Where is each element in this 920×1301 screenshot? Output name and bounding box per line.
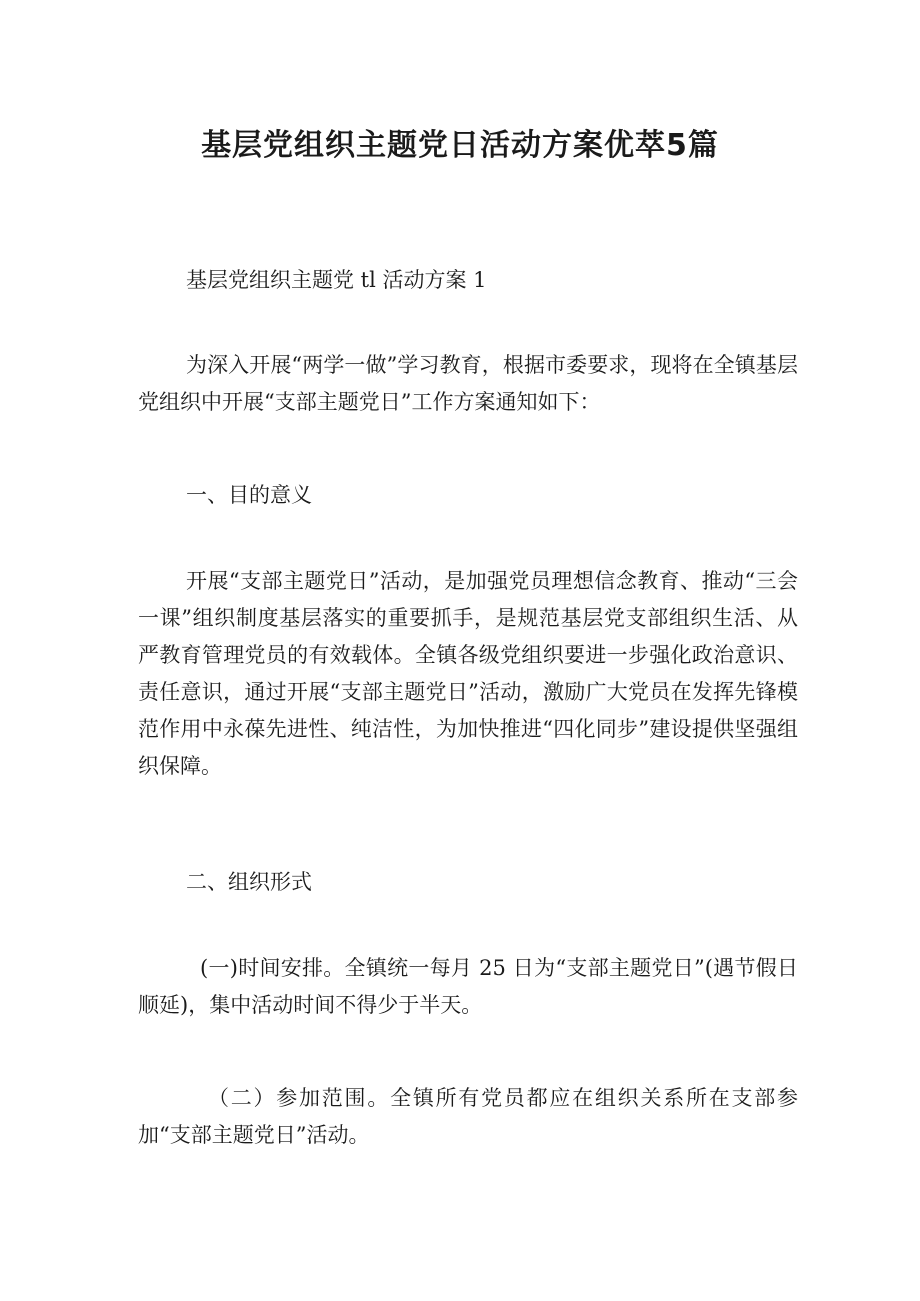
section2-item-time: (一)时间安排。全镇统一每月 25 日为“支部主题党日”(遇节假日顺延)，集中活动时间不得少于半天。 — [138, 956, 798, 1017]
document-title: 基层党组织主题党日活动方案优萃5篇 — [201, 128, 719, 163]
section1-heading: 一、目的意义 — [186, 483, 312, 507]
section2-item-scope: （二）参加范围。全镇所有党员都应在组织关系所在支部参加“支部主题党日”活动。 — [138, 1086, 798, 1147]
section1-paragraph: 开展“支部主题党日”活动，是加强党员理想信念教育、推动“三会一课”组织制度基层落实的重要抓手，是规范基层党支部组织生活、从严教育管理党员的有效载体。全镇各级党组织要进一步强化政治意识、责任意识，通过开展“支部主题党日”活动，激励广大党员在发挥先锋模范作用中永葆先进性、纯洁性，为加快推进“四化同步”建设提供坚强组织保障。 — [138, 569, 798, 778]
section2-heading: 二、组织形式 — [186, 870, 312, 894]
document-subtitle: 基层党组织主题党 tl 活动方案 1 — [186, 268, 487, 292]
intro-paragraph: 为深入开展“两学一做”学习教育，根据市委要求，现将在全镇基层党组织中开展“支部主题党日”工作方案通知如下： — [138, 353, 798, 414]
